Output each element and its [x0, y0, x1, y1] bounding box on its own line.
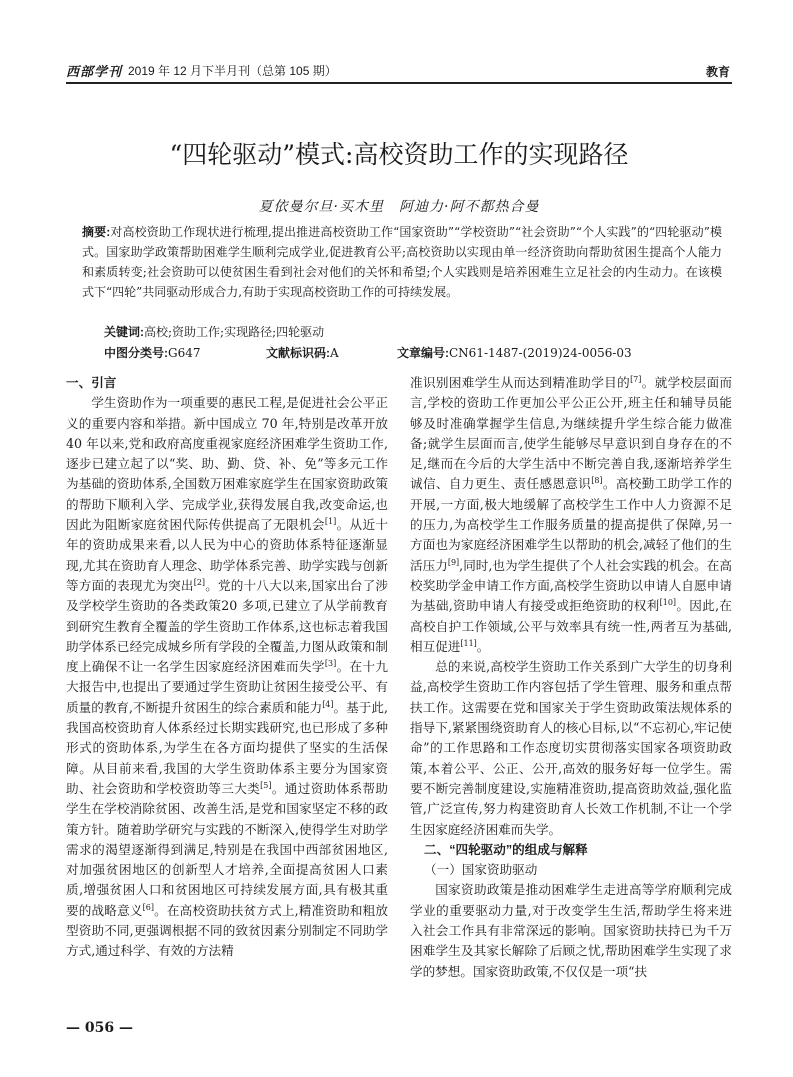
- subsection-heading: （一）国家资助驱动: [424, 862, 538, 878]
- paragraph: 总的来说,高校学生资助工作关系到广大学生的切身利益,高校学生资助工作内容包括了学生管理、服务和重点帮扶工作。这需要在党和国家关于学生资助政策法规体系的指导下,紧紧围绕资助育人的核心目标,以“不忘初心,牢记使命”的工作思路和工作态度切实贯彻落实国家各项资助政策,本着公平、公正、公开,高效的服务好每一位学生。需要不断完善制度建设,实施精准资助,提高资助效益,强化监管,广泛宣传,努力构建资助育人长效工作机制,不让一个学生因家庭经济困难而失学。: [410, 659, 732, 837]
- keywords-text: 高校;资助工作;实现路径;四轮驱动: [144, 325, 325, 339]
- citation: [10]: [659, 598, 677, 608]
- text-run: 。基于此,我国高校资助育人体系经过长期实践研究,也已形成了多种形式的资助体系,为学生在各方面均提供了坚实的生活保障。从目前来看,我国的大学生资助体系主要分为国家资助、社会资助和学校资助等三大类: [66, 699, 388, 796]
- article-number: [397, 343, 632, 363]
- clc-number: [104, 343, 201, 363]
- article-title: “四轮驱动”模式:高校资助工作的实现路径: [169, 140, 629, 169]
- right-column: [410, 373, 732, 982]
- text-run: 准识别困难学生从而达到精准助学目的: [410, 375, 631, 390]
- page-number: — 056 —: [66, 1020, 133, 1036]
- abstract: [82, 222, 722, 302]
- header-rule: [66, 82, 732, 84]
- citation: [1]: [324, 516, 337, 526]
- section-label: 教育: [705, 65, 730, 79]
- article-value: CN61-1487-(2019)24-0056-03: [449, 346, 632, 360]
- text-run: 。因此,在高校自护工作领域,公平与效率具有统一性,两者互为基础,相互促进: [410, 598, 732, 654]
- paragraph: [410, 373, 732, 657]
- journal-name: 西部学刊: [66, 65, 123, 80]
- text-run: 。党的十八大以来,国家出台了涉及学校学生资助的各类政策20 多项,已建立了从学前教育到研究生教育全覆盖的学生资助工作体系,这也标志着我国助学体系已经完成城乡所有学段的全覆盖,力图从政策和制度上确保不让一名学生因家庭经济困难而失学: [66, 577, 388, 675]
- text-run: 。在十九大报告中,也提出了要通过学生资助让贫困生接受公平、有质量的教育,不断提升贫困生的综合素质和能力: [66, 659, 389, 715]
- classification-row: [104, 343, 724, 363]
- clc-label: 中图分类号:: [104, 346, 168, 360]
- text-run: 学生资助作为一项重要的惠民工程,是促进社会公平正义的重要内容和举措。新中国成立 70 年,特别是改革开放 40 年以来,党和政府高度重视家庭经济困难学生资助工作,逐步已建立起了以“奖、助、勤、贷、补、免”等多元工作为基础的资助体系,全国数万困难家庭学生在国家资助政策的帮助下顺利入学、完成学业,获得发展自我,改变命运,也因此为阻断家庭贫困代际传供提高了无限机会: [66, 395, 388, 533]
- citation: [6]: [142, 902, 154, 912]
- doc-label: 文献标识码:: [266, 346, 330, 360]
- citation: [8]: [591, 476, 603, 486]
- text-run: 。通过资助体系帮助学生在学校消除贫困、改善生活,是党和国家坚定不移的政策方针。随着助学研究与实践的不断深入,使得学生对助学需求的渴望逐渐得到满足,特别是在我国中西部贫困地区,对加强贫困地区的创新型人才培养,全面提高贫困人口素质,增强贫困人口和贫困地区可持续发展方面,具有极其重要的战略意义: [66, 780, 389, 918]
- paragraph: [66, 393, 388, 961]
- issue-info: 2019 年 12 月下半月刊（总第 105 期）: [128, 64, 337, 78]
- abstract-label: 摘要:: [82, 225, 111, 239]
- clc-value: G647: [168, 346, 201, 360]
- citation: [2]: [193, 577, 206, 587]
- citation: [5]: [260, 780, 272, 790]
- text-run: 。高校勤工助学工作的开展,一方面,极大地缓解了高校学生工作中人力资源不足的压力,为高校学生工作服务质量的提高提供了保障,另一方面也为家庭经济困难学生以帮助的机会,减轻了他们的生活压力: [410, 476, 733, 573]
- keywords: [104, 322, 724, 342]
- article-label: 文章编号:: [397, 346, 449, 360]
- text-run: 。从近十年的资助成果来看,以人民为中心的资助体系特征逐渐显现,尤其在资助育人理念、助学体系完善、助学实践与创新等方面的表现尤为突出: [66, 517, 389, 593]
- left-column: [66, 373, 388, 962]
- text-run: ,同时,也为学生提供了个人社会实践的机会。在高校奖助学金申请工作方面,高校学生资助以申请人自愿申请为基础,资助申请人有接受或拒绝资助的权利: [410, 557, 732, 614]
- authors: 夏依曼尔旦·买木里 阿迪力·阿不都热合曼: [258, 199, 540, 215]
- keywords-label: 关键词:: [104, 325, 144, 339]
- citation: [3]: [324, 658, 337, 668]
- citation: [11]: [460, 638, 477, 648]
- document-code: [266, 343, 339, 363]
- text-run: 。: [476, 638, 490, 654]
- citation: [7]: [630, 374, 642, 384]
- paragraph: 国家资助政策是推动困难学生走进高等学府顺利完成学业的重要驱动力量,对于改变学生生活,帮助学生将来进入社会工作具有非常深远的影响。国家资助扶持已为千万困难学生及其家长解除了后顾之忧,帮助困难学生实现了求学的梦想。国家资助政策,不仅仅是一项“扶: [410, 882, 732, 979]
- doc-value: A: [330, 346, 339, 360]
- section-heading: 一、引言: [66, 376, 117, 390]
- text-run: 。在高校资助扶贫方式上,精准资助和粗放型资助不同,更强调根据不同的致贫因素分别制定不同助学方式,通过科学、有效的方法精: [66, 902, 388, 959]
- text-run: 。就学校层面而言,学校的资助工作更加公平公正公开,班主任和辅导员能够及时准确掌握学生信息,为继续提升学生综合能力做准备;就学生层面而言,使学生能够尽早意识到自身存在的不足,继而在今后的大学生活中不断完善自我,逐渐培养学生诚信、自力更生、责任感恩意识: [410, 375, 733, 492]
- running-header: [66, 57, 732, 81]
- citation: [9]: [447, 557, 460, 567]
- section-heading: 二、“四轮驱动”的组成与解释: [424, 842, 588, 857]
- abstract-text: 对高校资助工作现状进行梳理,提出推进高校资助工作“国家资助”“学校资助”“社会资助”“个人实践”的“四轮驱动”模式。国家助学政策帮助困难学生顺利完成学业,促进教育公平;高校资助以实现由单一经济资助向帮助贫困生提高个人能力和素质转变;社会资助可以使贫困生看到社会对他们的关怀和希望;个人实践则是培养困难生立足社会的内生动力。在该模式下“四轮”共同驱动形成合力,有助于实现高校资助工作的可持续发展。: [82, 225, 722, 299]
- citation: [4]: [322, 699, 334, 709]
